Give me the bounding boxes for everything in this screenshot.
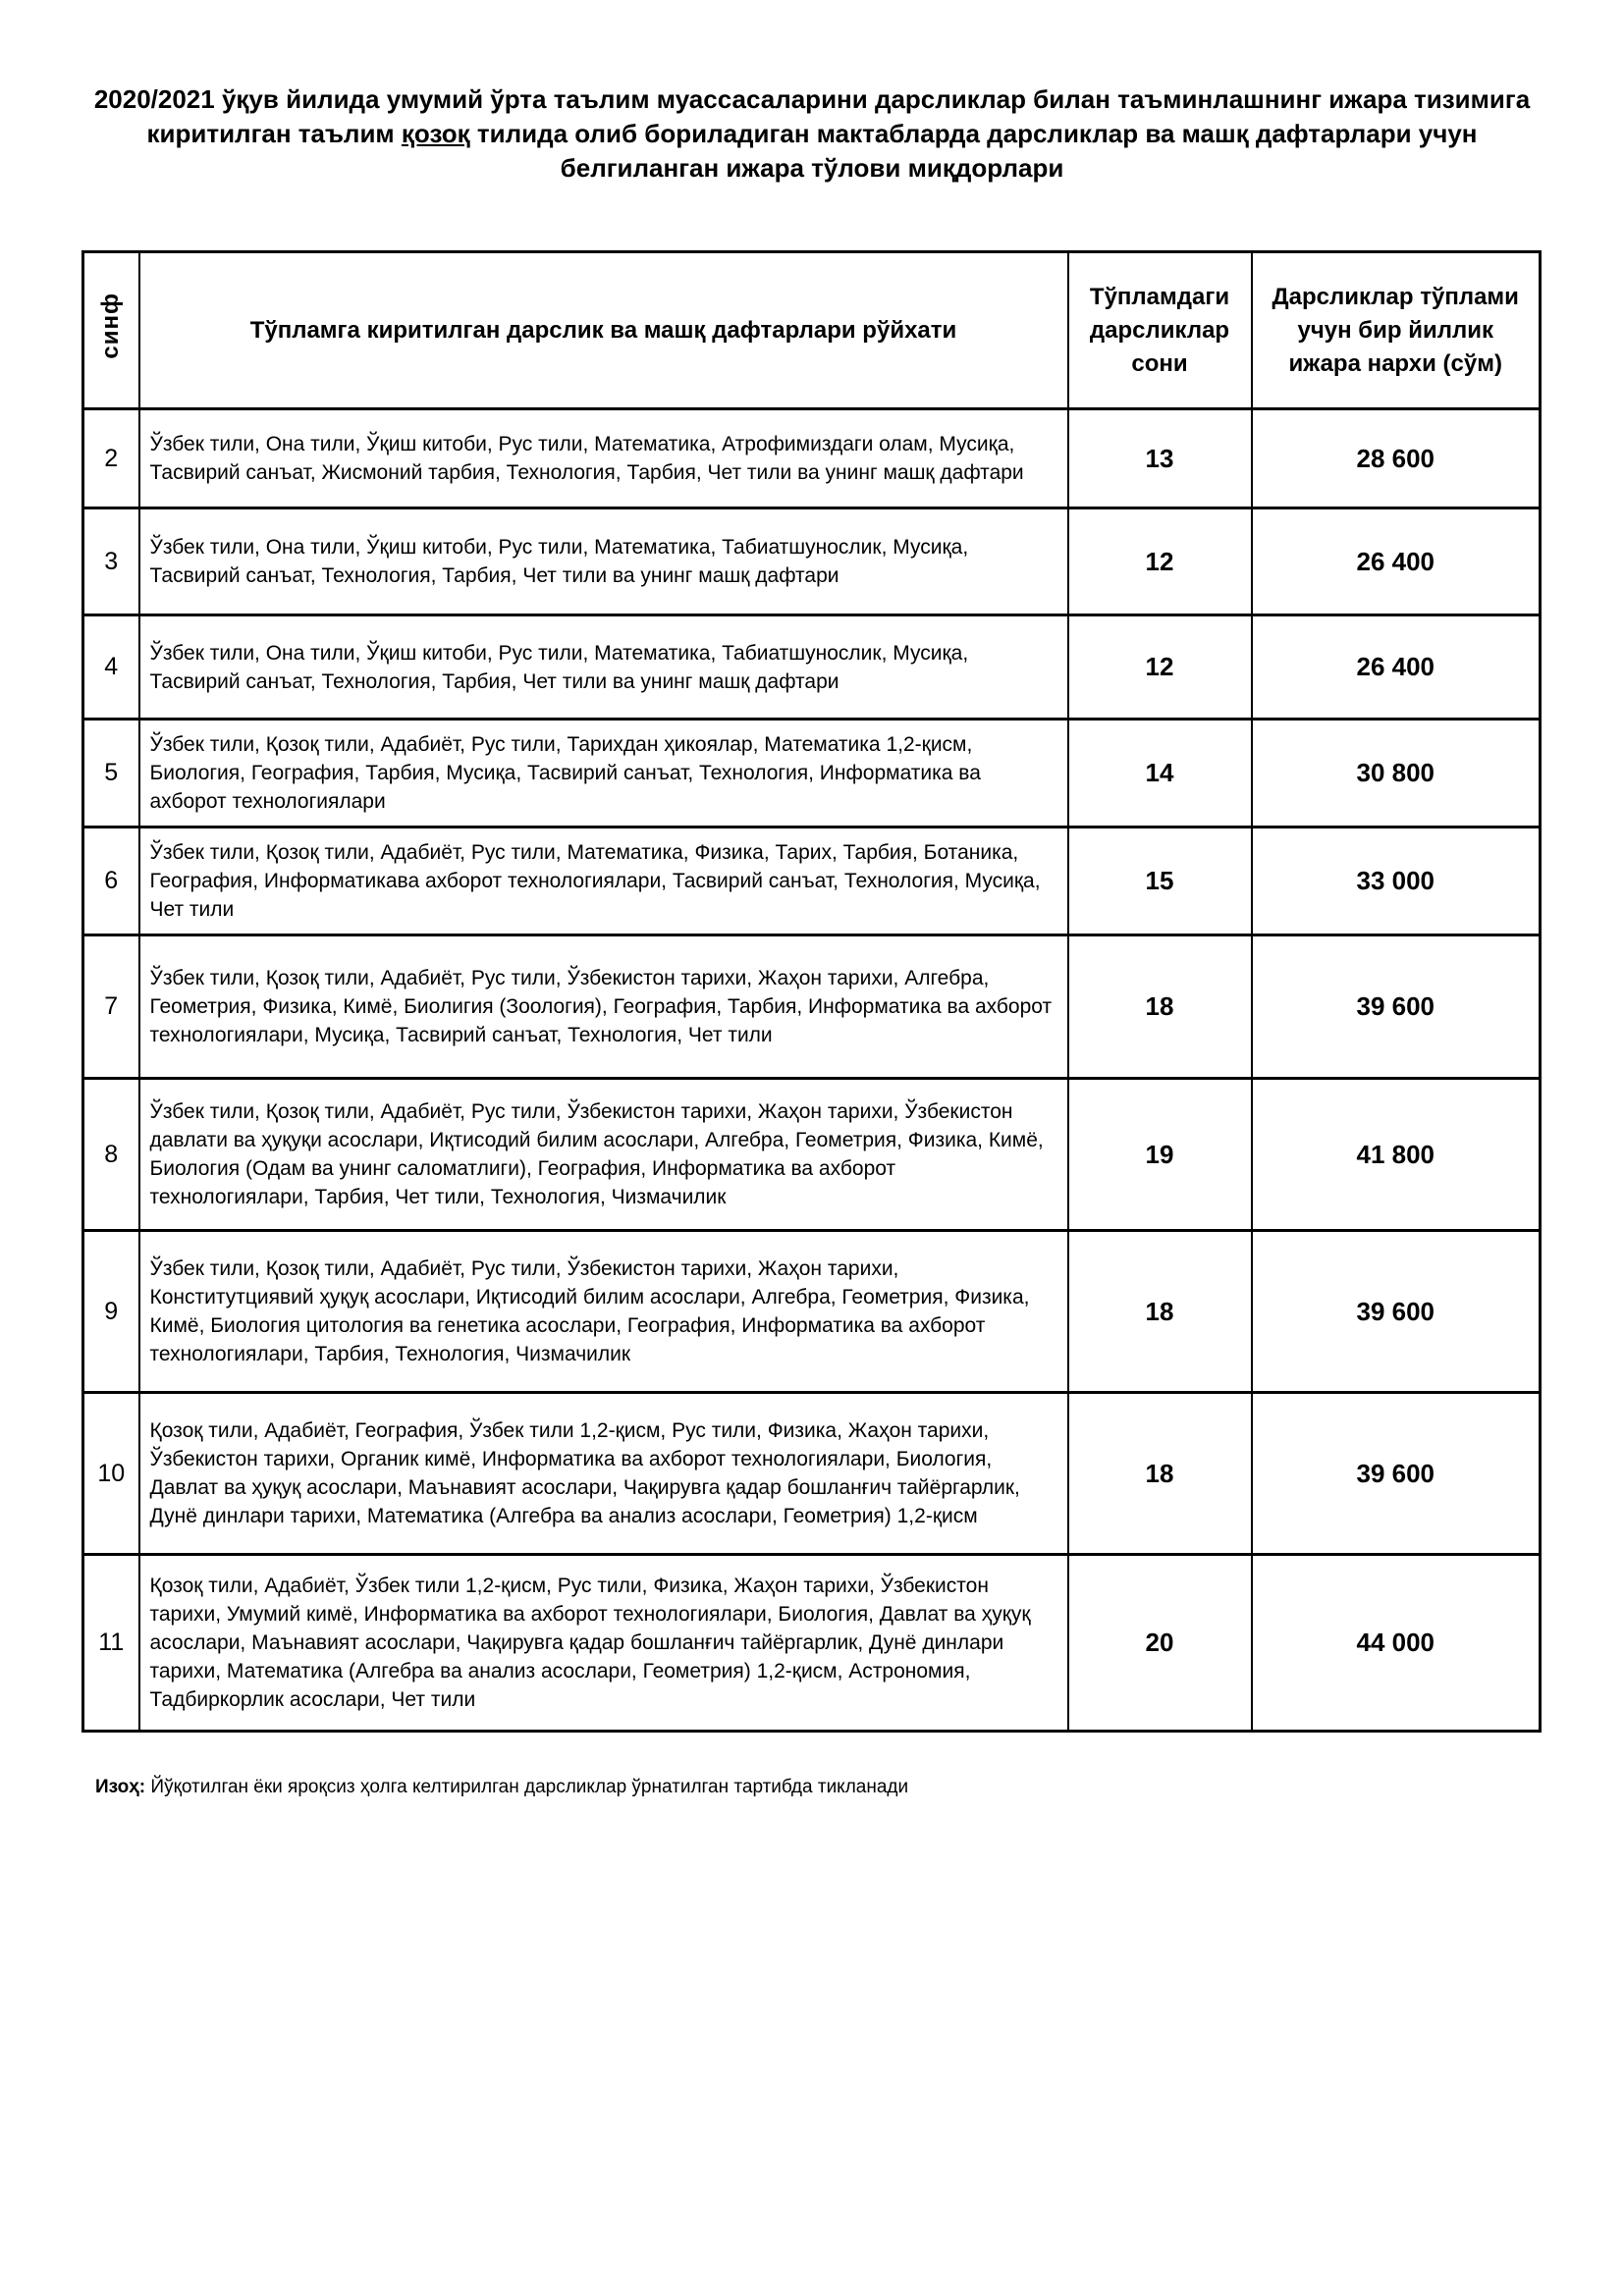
price-cell: 28 600 <box>1252 409 1541 508</box>
title-text-before: 2020/2021 ўқув йилида умумий ўрта таълим муассасаларини дарсликлар билан таъминлашнинг ижара тизимига киритилган таълим <box>93 84 1531 148</box>
grade-cell: 10 <box>83 1393 139 1555</box>
table-row <box>83 828 1541 935</box>
subjects-cell: Ўзбек тили, Қозоқ тили, Адабиёт, Рус тили, Ўзбекистон тарихи, Жаҳон тарихи, Алгебра, Геометрия, Физика, Кимё, Биолигия (Зоология), География, Тарбия, Информатика ва ахборот технологиялари, Мусиқа, Тасвирий санъат, Технология, Чет тили <box>139 935 1068 1079</box>
count-cell: 18 <box>1068 1393 1252 1555</box>
count-cell: 20 <box>1068 1555 1252 1732</box>
subjects-cell: Ўзбек тили, Қозоқ тили, Адабиёт, Рус тили, Математика, Физика, Тарих, Тарбия, Ботаника, География, Информатикава ахборот технологиялари, Тасвирий санъат, Технология, Мусиқа, Чет тили <box>139 828 1068 935</box>
col-header-count: Тўпламдаги дарсликлар сони <box>1068 252 1252 409</box>
price-cell: 41 800 <box>1252 1079 1541 1231</box>
table-header <box>83 252 1541 409</box>
subjects-cell: Ўзбек тили, Қозоқ тили, Адабиёт, Рус тили, Ўзбекистон тарихи, Жаҳон тарихи, Конститутциявий ҳуқуқ асослари, Иқтисодий билим асослари, Алгебра, Геометрия, Физика, Кимё, Биология цитология ва генетика асослари, География, Информатика ва ахборот технологиялари, Тарбия, Технология, Чизмачилик <box>139 1231 1068 1393</box>
price-cell: 39 600 <box>1252 1231 1541 1393</box>
title-text-after: тилида олиб бориладиган мактабларда дарсликлар ва машқ дафтарлари учун белгиланган ижара тўлови миқдорлари <box>469 119 1478 183</box>
count-cell: 12 <box>1068 615 1252 720</box>
table-row <box>83 615 1541 720</box>
count-cell: 19 <box>1068 1079 1252 1231</box>
subjects-cell: Ўзбек тили, Қозоқ тили, Адабиёт, Рус тили, Ўзбекистон тарихи, Жаҳон тарихи, Ўзбекистон давлати ва ҳуқуқи асослари, Иқтисодий билим асослари, Алгебра, Геометрия, Физика, Кимё, Биология (Одам ва унинг саломатлиги), География, Информатика ва ахборот технологиялари, Тарбия, Чет тили, Технология, Чизмачилик <box>139 1079 1068 1231</box>
price-cell: 39 600 <box>1252 935 1541 1079</box>
col-header-price: Дарсликлар тўплами учун бир йиллик ижара нархи (сўм) <box>1252 252 1541 409</box>
grade-cell: 2 <box>83 409 139 508</box>
subjects-cell: Қозоқ тили, Адабиёт, Ўзбек тили 1,2-қисм, Рус тили, Физика, Жаҳон тарихи, Ўзбекистон тарихи, Умумий кимё, Информатика ва ахборот технологиялари, Биология, Давлат ва ҳуқуқ асослари, Маънавият асослари, Чақирувга қадар бошланғич тайёргарлик, Дунё динлари тарихи, Математика (Алгебра ва анализ асослари, Геометрия) 1,2-қисм, Астрономия, Тадбиркорлик асослари, Чет тили <box>139 1555 1068 1732</box>
table-row <box>83 409 1541 508</box>
table-row <box>83 1555 1541 1732</box>
count-cell: 13 <box>1068 409 1252 508</box>
table-row <box>83 1231 1541 1393</box>
count-cell: 14 <box>1068 720 1252 828</box>
price-cell: 26 400 <box>1252 508 1541 615</box>
header-row <box>83 252 1541 409</box>
footnote-label: Изоҳ: <box>95 1777 146 1797</box>
col-header-grade <box>83 252 139 409</box>
grade-cell: 11 <box>83 1555 139 1732</box>
col-header-subjects: Тўпламга киритилган дарслик ва машқ дафтарлари рўйхати <box>139 252 1068 409</box>
grade-header-vertical-text: синф <box>97 292 125 359</box>
title-underlined-word: қозоқ <box>401 119 470 148</box>
table-row <box>83 935 1541 1079</box>
grade-cell: 3 <box>83 508 139 615</box>
footnote <box>95 1775 908 1800</box>
subjects-cell: Ўзбек тили, Она тили, Ўқиш китоби, Рус тили, Математика, Атрофимиздаги олам, Мусиқа, Тасвирий санъат, Жисмоний тарбия, Технология, Тарбия, Чет тили ва унинг машқ дафтари <box>139 409 1068 508</box>
price-cell: 39 600 <box>1252 1393 1541 1555</box>
table-body <box>83 409 1541 1732</box>
count-cell: 18 <box>1068 1231 1252 1393</box>
price-cell: 44 000 <box>1252 1555 1541 1732</box>
subjects-cell: Ўзбек тили, Она тили, Ўқиш китоби, Рус тили, Математика, Табиатшунослик, Мусиқа, Тасвирий санъат, Технология, Тарбия, Чет тили ва унинг машқ дафтари <box>139 508 1068 615</box>
table-row <box>83 720 1541 828</box>
footnote-text: Йўқотилган ёки яроқсиз ҳолга келтирилган дарсликлар ўрнатилган тартибда тикланади <box>145 1777 909 1797</box>
price-cell: 33 000 <box>1252 828 1541 935</box>
table-row <box>83 508 1541 615</box>
rent-price-table <box>81 250 1542 1733</box>
price-cell: 30 800 <box>1252 720 1541 828</box>
grade-cell: 8 <box>83 1079 139 1231</box>
grade-cell: 6 <box>83 828 139 935</box>
subjects-cell: Ўзбек тили, Она тили, Ўқиш китоби, Рус тили, Математика, Табиатшунослик, Мусиқа, Тасвирий санъат, Технология, Тарбия, Чет тили ва унинг машқ дафтари <box>139 615 1068 720</box>
grade-cell: 9 <box>83 1231 139 1393</box>
count-cell: 18 <box>1068 935 1252 1079</box>
count-cell: 12 <box>1068 508 1252 615</box>
grade-cell: 4 <box>83 615 139 720</box>
price-cell: 26 400 <box>1252 615 1541 720</box>
grade-cell: 7 <box>83 935 139 1079</box>
table-row <box>83 1393 1541 1555</box>
subjects-cell: Қозоқ тили, Адабиёт, География, Ўзбек тили 1,2-қисм, Рус тили, Физика, Жаҳон тарихи, Ўзбекистон тарихи, Органик кимё, Информатика ва ахборот технологиялари, Биология, Давлат ва ҳуқуқ асослари, Маънавият асослари, Чақирувга қадар бошланғич тайёргарлик, Дунё динлари тарихи, Математика (Алгебра ва анализ асослари, Геометрия) 1,2-қисм <box>139 1393 1068 1555</box>
count-cell: 15 <box>1068 828 1252 935</box>
table-row <box>83 1079 1541 1231</box>
grade-cell: 5 <box>83 720 139 828</box>
subjects-cell: Ўзбек тили, Қозоқ тили, Адабиёт, Рус тили, Тарихдан ҳикоялар, Математика 1,2-қисм, Биология, География, Тарбия, Мусиқа, Тасвирий санъат, Технология, Информатика ва ахборот технологиялари <box>139 720 1068 828</box>
page-title <box>93 82 1531 186</box>
